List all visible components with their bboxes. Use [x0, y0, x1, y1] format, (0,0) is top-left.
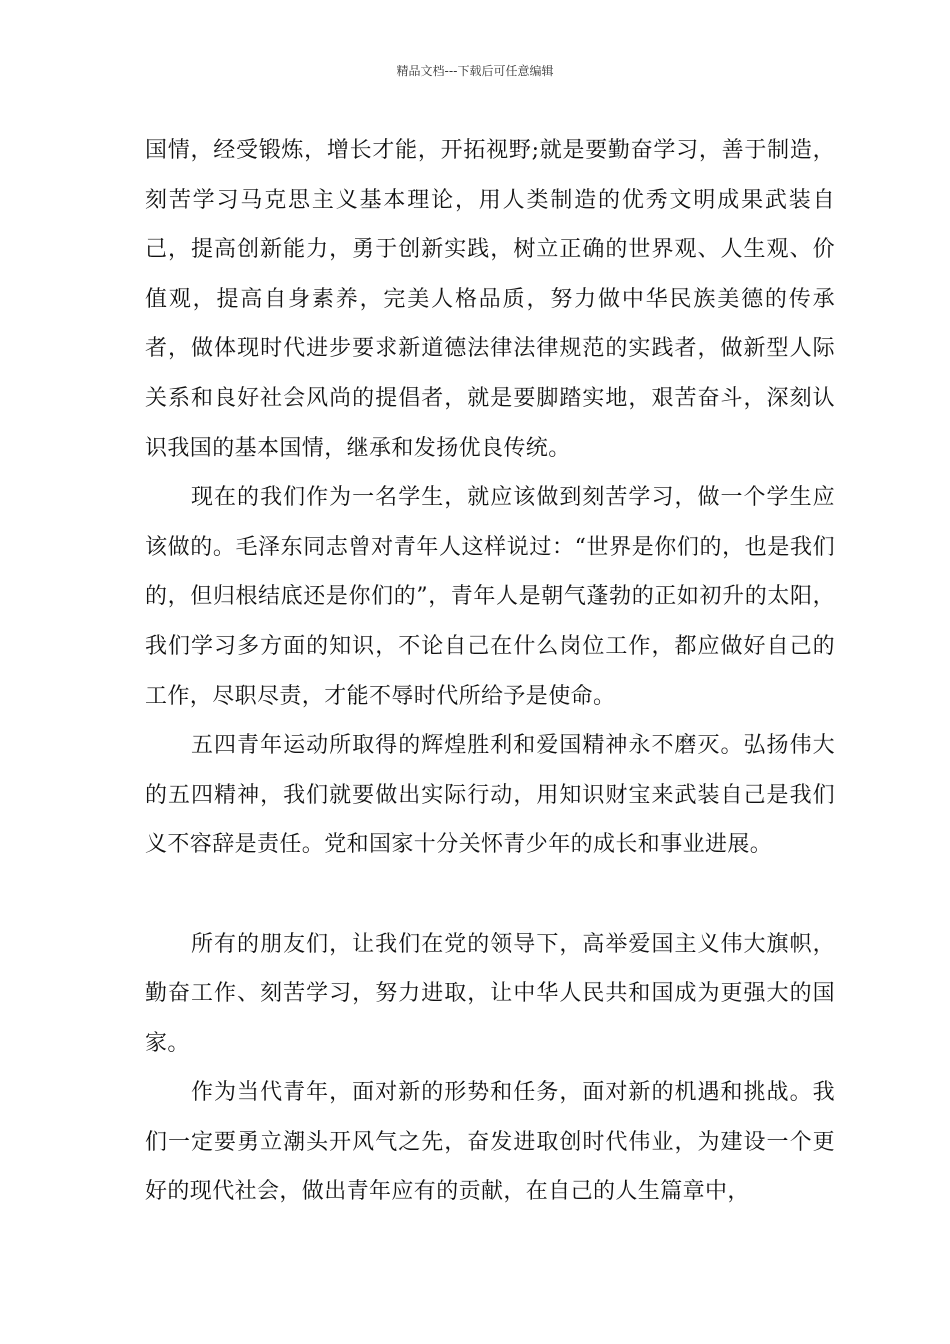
paragraph-4: 所有的朋友们，让我们在党的领导下，高举爱国主义伟大旗帜，勤奋工作、刻苦学习，努力进取，让中华人民共和国成为更强大的国家。	[145, 931, 835, 1056]
document-body	[145, 126, 835, 1217]
paragraph-5: 作为当代青年，面对新的形势和任务，面对新的机遇和挑战。我们一定要勇立潮头开风气之先，奋发进取创时代伟业，为建设一个更好的现代社会，做出青年应有的贡献，在自己的人生篇章中，	[145, 1080, 835, 1205]
page-header: 精品文档---下载后可任意编辑	[396, 64, 554, 78]
paragraph-1: 国情，经受锻炼，增长才能，开拓视野;就是要勤奋学习，善于制造，刻苦学习马克思主义基本理论，用人类制造的优秀文明成果武装自己，提高创新能力，勇于创新实践，树立正确的世界观、人生观、价值观，提高自身素养，完美人格品质，努力做中华民族美德的传承者，做体现时代进步要求新道德法律法律规范的实践者，做新型人际关系和良好社会风尚的提倡者，就是要脚踏实地，艰苦奋斗，深刻认识我国的基本国情，继承和发扬优良传统。	[145, 138, 835, 461]
paragraph-2: 现在的我们作为一名学生，就应该做到刻苦学习，做一个学生应该做的。毛泽东同志曾对青年人这样说过：“世界是你们的，也是我们的，但归根结底还是你们的”，青年人是朝气蓬勃的正如初升的太阳，我们学习多方面的知识，不论自己在什么岗位工作，都应做好自己的工作，尽职尽责，才能不辱时代所给予是使命。	[145, 485, 835, 709]
paragraph-3: 五四青年运动所取得的辉煌胜利和爱国精神永不磨灭。弘扬伟大的五四精神，我们就要做出实际行动，用知识财宝来武装自己是我们义不容辞是责任。党和国家十分关怀青少年的成长和事业进展。	[145, 733, 835, 858]
